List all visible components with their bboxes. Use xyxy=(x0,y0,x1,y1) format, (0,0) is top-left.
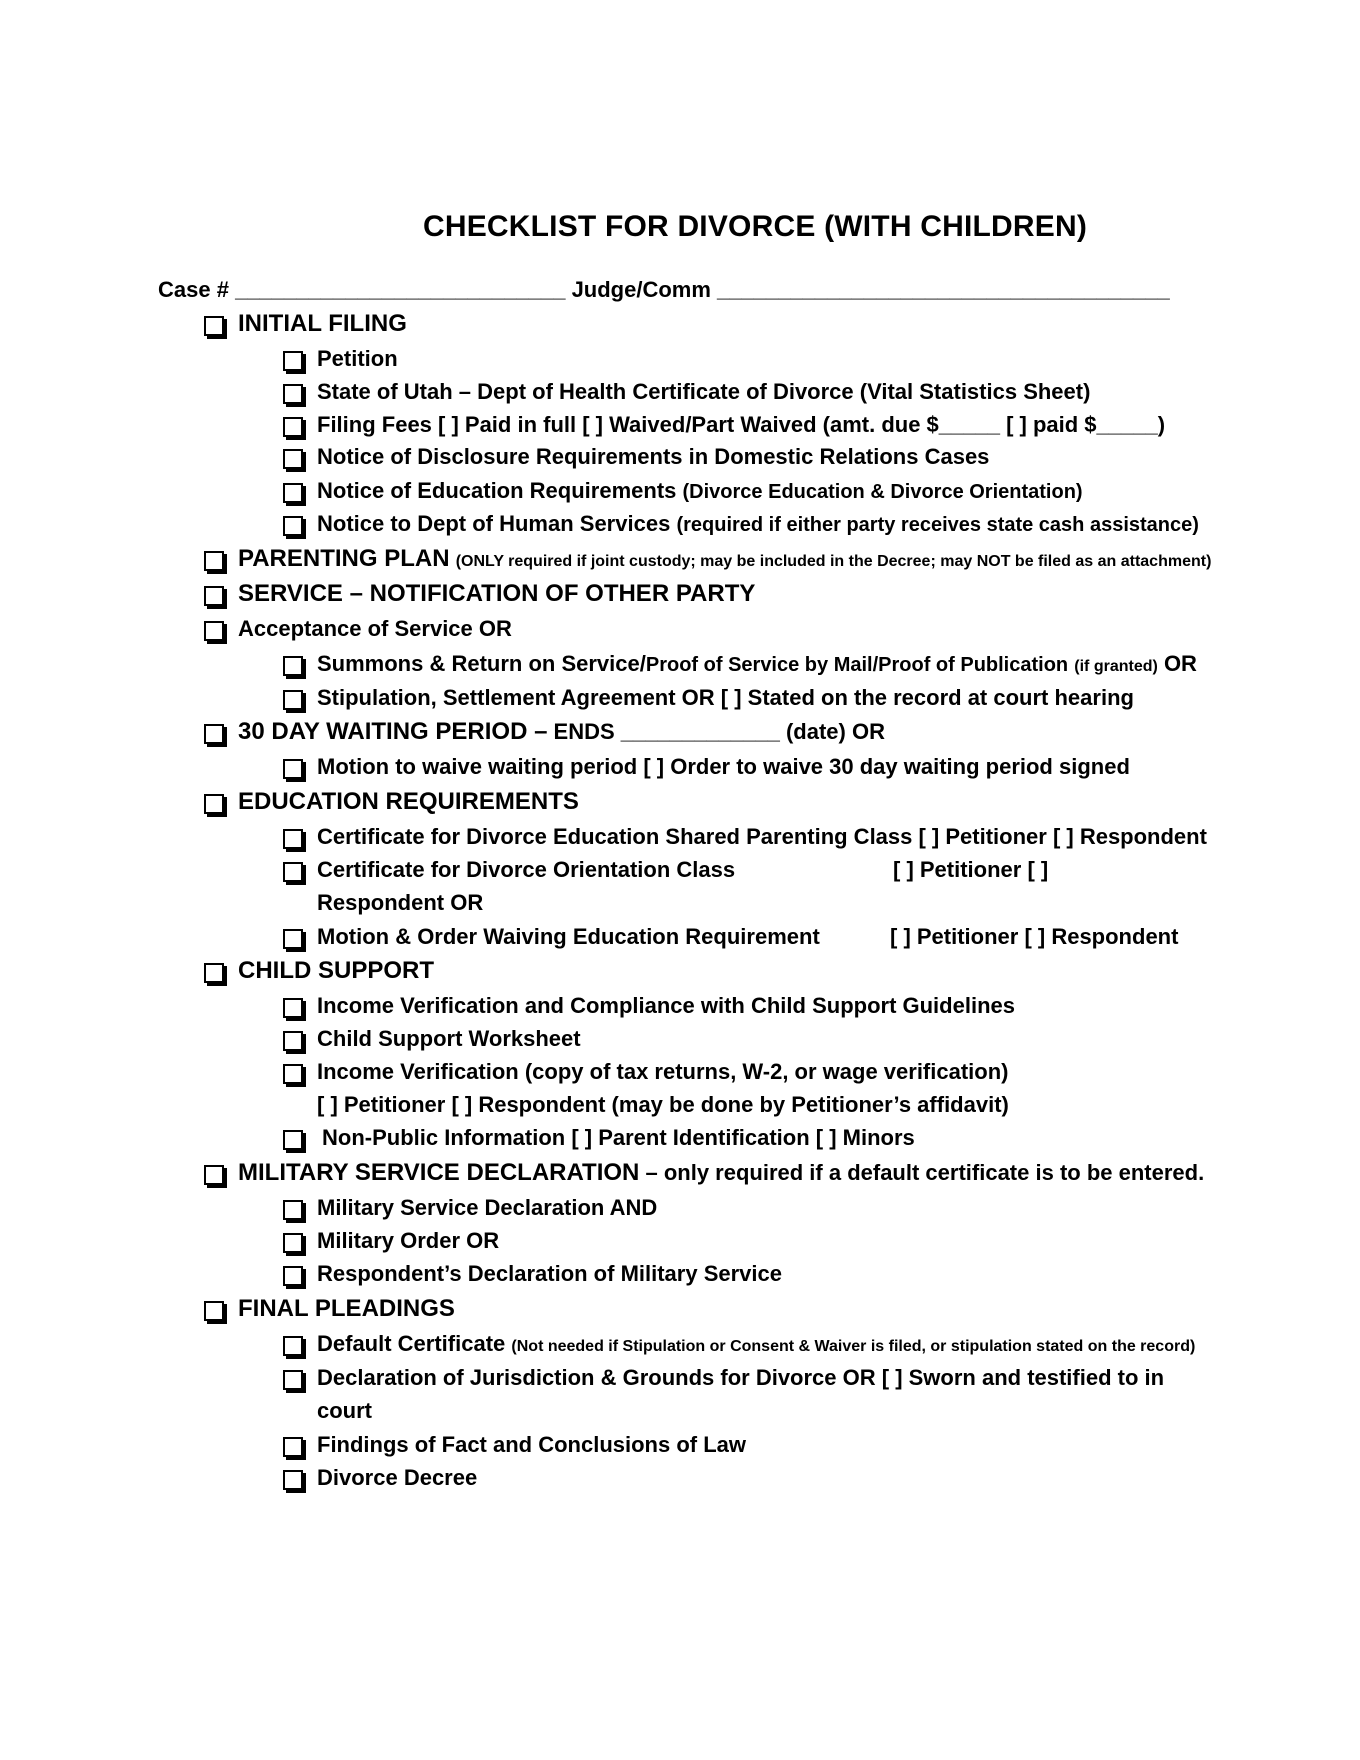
income-compliance-checkbox[interactable] xyxy=(283,998,303,1018)
case-number-field[interactable]: ___________________________ xyxy=(235,277,566,302)
if-granted-note: (if granted) xyxy=(1074,658,1158,675)
military-heading-note: – only required if a default certificate is to be entered. xyxy=(645,1160,1205,1185)
judge-field[interactable]: _____________________________________ xyxy=(717,277,1170,302)
stipulation-checkbox[interactable] xyxy=(283,690,303,710)
default-certificate-row xyxy=(317,1331,1195,1360)
findings-checkbox[interactable] xyxy=(283,1437,303,1457)
military-checkbox[interactable] xyxy=(204,1165,224,1185)
respondent-military-checkbox[interactable] xyxy=(283,1266,303,1286)
military-row xyxy=(238,1160,1204,1186)
education-notice-note: (Divorce Education & Divorce Orientation) xyxy=(682,481,1083,503)
acceptance-label: Acceptance of Service OR xyxy=(238,616,512,641)
service-heading: SERVICE – NOTIFICATION OF OTHER PARTY xyxy=(238,580,756,607)
non-public-checkbox[interactable] xyxy=(283,1130,303,1150)
orientation-label: Certificate for Divorce Orientation Class xyxy=(317,857,736,882)
final-pleadings-checkbox[interactable] xyxy=(204,1301,224,1321)
decree-label: Divorce Decree xyxy=(317,1465,478,1490)
default-certificate-label: Default Certificate xyxy=(317,1331,506,1356)
worksheet-checkbox[interactable] xyxy=(283,1031,303,1051)
respondent-military-label: Respondent’s Declaration of Military Service xyxy=(317,1261,782,1286)
vital-stats-label: State of Utah – Dept of Health Certificate of Divorce (Vital Statistics Sheet) xyxy=(317,379,1091,404)
orientation-checkbox[interactable] xyxy=(283,862,303,882)
initial-filing-heading: INITIAL FILING xyxy=(238,310,407,337)
income-verification-label: Income Verification (copy of tax returns, W-2, or wage verification) xyxy=(317,1059,1009,1084)
judge-label: Judge/Comm xyxy=(571,277,711,302)
case-label: Case # xyxy=(158,277,229,302)
waiving-education-parties: [ ] Petitioner [ ] Respondent xyxy=(890,924,1179,949)
disclosure-label: Notice of Disclosure Requirements in Domestic Relations Cases xyxy=(317,444,990,469)
education-req-heading: EDUCATION REQUIREMENTS xyxy=(238,788,579,815)
parenting-plan-row xyxy=(238,546,1211,575)
shared-parenting-checkbox[interactable] xyxy=(283,829,303,849)
waiting-period-ends: ENDS _____________ (date) OR xyxy=(553,719,885,744)
default-certificate-note: (Not needed if Stipulation or Consent & Waiver is filed, or stipulation stated on the record) xyxy=(511,1338,1196,1355)
dhs-notice-label: Notice to Dept of Human Services xyxy=(317,511,671,536)
waive-motion-label: Motion to waive waiting period [ ] Order to waive 30 day waiting period signed xyxy=(317,754,1130,779)
education-notice-label: Notice of Education Requirements xyxy=(317,478,677,503)
case-judge-line xyxy=(158,277,1170,303)
filing-fees-label: Filing Fees [ ] Paid in full [ ] Waived/Part Waived (amt. due $_____ [ ] paid $_____) xyxy=(317,412,1166,437)
dhs-notice-note: (required if either party receives state cash assistance) xyxy=(676,514,1199,536)
summons-checkbox[interactable] xyxy=(283,656,303,676)
military-order-checkbox[interactable] xyxy=(283,1233,303,1253)
parenting-plan-checkbox[interactable] xyxy=(204,551,224,571)
education-notice-checkbox[interactable] xyxy=(283,483,303,503)
non-public-label: Non-Public Information [ ] Parent Identification [ ] Minors xyxy=(322,1125,915,1150)
education-notice-row xyxy=(317,478,1083,505)
jurisdiction-label: Declaration of Jurisdiction & Grounds for Divorce OR [ ] Sworn and testified to in xyxy=(317,1365,1165,1390)
dhs-notice-checkbox[interactable] xyxy=(283,516,303,536)
parenting-plan-heading: PARENTING PLAN xyxy=(238,545,450,572)
summons-label: Summons & Return on Service/ xyxy=(317,651,646,676)
petition-checkbox[interactable] xyxy=(283,351,303,371)
final-pleadings-heading: FINAL PLEADINGS xyxy=(238,1295,455,1322)
waive-motion-checkbox[interactable] xyxy=(283,759,303,779)
filing-fees-checkbox[interactable] xyxy=(283,417,303,437)
waiting-period-row xyxy=(238,719,885,745)
initial-filing-checkbox[interactable] xyxy=(204,316,224,336)
dhs-notice-row xyxy=(317,511,1199,538)
orientation-parties: [ ] Petitioner [ ] xyxy=(893,857,1049,882)
disclosure-checkbox[interactable] xyxy=(283,449,303,469)
decree-checkbox[interactable] xyxy=(283,1470,303,1490)
income-verification-checkbox[interactable] xyxy=(283,1064,303,1084)
child-support-checkbox[interactable] xyxy=(204,963,224,983)
shared-parenting-label: Certificate for Divorce Education Shared Parenting Class [ ] Petitioner [ ] Respondent xyxy=(317,824,1207,849)
summons-or: OR xyxy=(1163,651,1197,676)
jurisdiction-continued: court xyxy=(317,1398,372,1423)
acceptance-checkbox[interactable] xyxy=(204,621,224,641)
findings-label: Findings of Fact and Conclusions of Law xyxy=(317,1432,746,1457)
vital-stats-checkbox[interactable] xyxy=(283,384,303,404)
waiving-education-checkbox[interactable] xyxy=(283,929,303,949)
income-parties-label: [ ] Petitioner [ ] Respondent (may be done by Petitioner’s affidavit) xyxy=(317,1092,1009,1117)
proof-of-service-label: Proof of Service by Mail/Proof of Publication xyxy=(645,654,1069,676)
default-certificate-checkbox[interactable] xyxy=(283,1336,303,1356)
waiving-education-label: Motion & Order Waiving Education Requirement xyxy=(317,924,820,949)
stipulation-label: Stipulation, Settlement Agreement OR [ ] Stated on the record at court hearing xyxy=(317,685,1134,710)
military-order-label: Military Order OR xyxy=(317,1228,500,1253)
child-support-heading: CHILD SUPPORT xyxy=(238,957,435,984)
parenting-plan-note: (ONLY required if joint custody; may be included in the Decree; may NOT be filed as an attachment) xyxy=(455,553,1212,570)
page-title: CHECKLIST FOR DIVORCE (WITH CHILDREN) xyxy=(422,210,1088,243)
orientation-continued: Respondent OR xyxy=(317,890,484,915)
jurisdiction-checkbox[interactable] xyxy=(283,1370,303,1390)
income-compliance-label: Income Verification and Compliance with Child Support Guidelines xyxy=(317,993,1015,1018)
military-declaration-checkbox[interactable] xyxy=(283,1200,303,1220)
summons-row xyxy=(317,651,1197,680)
waiting-period-heading: 30 DAY WAITING PERIOD – xyxy=(238,718,548,745)
education-req-checkbox[interactable] xyxy=(204,794,224,814)
petition-label: Petition xyxy=(317,346,398,371)
military-declaration-label: Military Service Declaration AND xyxy=(317,1195,658,1220)
service-checkbox[interactable] xyxy=(204,586,224,606)
military-heading: MILITARY SERVICE DECLARATION xyxy=(238,1159,640,1186)
worksheet-label: Child Support Worksheet xyxy=(317,1026,581,1051)
waiting-period-checkbox[interactable] xyxy=(204,724,224,744)
